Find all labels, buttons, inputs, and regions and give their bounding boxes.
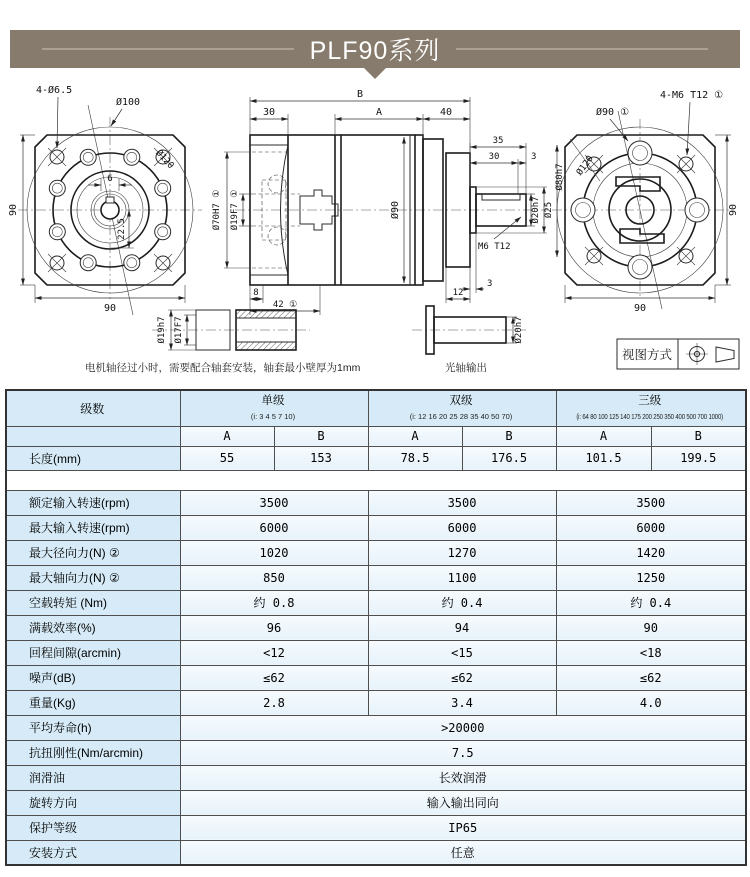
ab-cell: A [368, 426, 462, 446]
spec-value-cell: 输入输出同向 [180, 790, 746, 815]
title-pointer [364, 68, 386, 79]
title-rule-right [456, 48, 708, 50]
view-method-box [617, 339, 739, 369]
view-method-label: 视图方式 [621, 348, 673, 362]
spec-row [6, 815, 746, 840]
spec-value-cell: 1420 [556, 540, 746, 565]
ab-cell: B [651, 426, 746, 446]
spec-label-cell: 额定输入转速(rpm) [6, 490, 180, 515]
dim-label: 8 [253, 288, 259, 298]
dim-label: 90 [8, 203, 19, 217]
spec-row [6, 790, 746, 815]
spec-row [6, 490, 746, 515]
spec-label-cell: 润滑油 [6, 765, 180, 790]
spec-row [6, 740, 746, 765]
dim-label: 90 [633, 303, 647, 314]
sleeve-note: 电机轴径过小时，需要配合轴套安装，轴套最小壁厚为1mm [85, 362, 361, 374]
dim-label: Ø90 [390, 200, 401, 220]
dim-label: 40 [439, 107, 453, 118]
stage-header-cell: 级数 [6, 390, 180, 426]
dim-label: Ø100 [116, 97, 141, 108]
spec-row [6, 665, 746, 690]
group-name: 双级 [449, 394, 473, 407]
cone-projection-icon [716, 347, 734, 362]
dim-label: 3 [531, 152, 537, 162]
spec-value-cell: 1100 [368, 565, 556, 590]
spec-value-cell: 90 [556, 615, 746, 640]
spec-value-cell: 4.0 [556, 690, 746, 715]
series-title-bar [10, 30, 740, 68]
spec-value-cell: <18 [556, 640, 746, 665]
technical-drawing [0, 81, 750, 383]
dim-label: 4-Ø6.5 [36, 85, 73, 96]
spec-value-cell: 3.4 [368, 690, 556, 715]
spec-value-cell: 3500 [180, 490, 368, 515]
spec-label-cell: 最大径向力(N) ② [6, 540, 180, 565]
spec-value-cell: 153 [274, 446, 368, 470]
ab-cell: B [462, 426, 556, 446]
dim-label: 90 [728, 203, 739, 217]
side-view [211, 89, 554, 315]
spec-value-cell: 6000 [368, 515, 556, 540]
sleeve-detail [85, 310, 361, 374]
group-header-single [180, 390, 368, 426]
dim-label: 30 [488, 152, 500, 162]
spec-label-cell: 满载效率(%) [6, 615, 180, 640]
dim-label: Ø25 [544, 201, 554, 219]
ab-header-row [6, 426, 746, 446]
spec-label-cell: 最大轴向力(N) ② [6, 565, 180, 590]
spec-value-cell: 3500 [368, 490, 556, 515]
group-header-triple [556, 390, 746, 426]
ab-cell: A [556, 426, 651, 446]
dim-label: Ø80h7 [555, 163, 565, 191]
dim-label: Ø20h7 [514, 316, 524, 344]
spec-row [6, 515, 746, 540]
shaft-detail [412, 306, 526, 374]
spec-table [5, 389, 747, 866]
dim-label: 6 [107, 174, 113, 184]
spec-label-cell: 回程间隙(arcmin) [6, 640, 180, 665]
spec-label-cell: 噪声(dB) [6, 665, 180, 690]
spec-value-cell: 约 0.4 [556, 590, 746, 615]
dim-label: Ø19h7 [157, 316, 167, 344]
front-view [8, 84, 202, 315]
spec-value-cell: 3500 [556, 490, 746, 515]
spec-row [6, 615, 746, 640]
ab-cell: A [180, 426, 274, 446]
dim-label: 22.5 [117, 218, 127, 240]
dim-label: 30 [262, 107, 276, 118]
spec-value-cell: 长效润滑 [180, 765, 746, 790]
spec-value-cell: 199.5 [651, 446, 746, 470]
spec-label-cell: 最大输入转速(rpm) [6, 515, 180, 540]
spec-value-cell: ≤62 [368, 665, 556, 690]
spec-value-cell: 6000 [180, 515, 368, 540]
group-ratios: (i: 12 16 20 25 28 35 40 50 70) [409, 411, 513, 421]
spec-value-cell: 176.5 [462, 446, 556, 470]
spec-value-cell: <15 [368, 640, 556, 665]
spacer-cell [6, 470, 746, 490]
group-ratios: (i: 64 80 100 125 140 175 200 250 350 400 500 700 1000) [576, 411, 724, 421]
spec-row [6, 840, 746, 865]
dim-label: 12 [452, 288, 464, 298]
spec-value-cell: 94 [368, 615, 556, 640]
table-header-row [6, 390, 746, 426]
spacer-row [6, 470, 746, 490]
spec-label-cell: 重量(Kg) [6, 690, 180, 715]
spec-value-cell: 1020 [180, 540, 368, 565]
spec-value-cell: 850 [180, 565, 368, 590]
spec-value-cell: 2.8 [180, 690, 368, 715]
first-angle-projection-icon [686, 343, 708, 365]
spec-row [6, 640, 746, 665]
spec-value-cell: 约 0.4 [368, 590, 556, 615]
dim-label: A [375, 107, 383, 118]
spec-row [6, 765, 746, 790]
page-title: PLF90系列 [309, 37, 441, 65]
spec-value-cell: ≤62 [180, 665, 368, 690]
spec-value-cell: IP65 [180, 815, 746, 840]
dim-label: 3 [487, 279, 493, 289]
spec-label-cell: 平均寿命(h) [6, 715, 180, 740]
spec-value-cell: 7.5 [180, 740, 746, 765]
spec-value-cell: 1270 [368, 540, 556, 565]
spec-row [6, 715, 746, 740]
dim-label: M6 T12 [478, 242, 511, 252]
length-row [6, 446, 746, 470]
spec-value-cell: 约 0.8 [180, 590, 368, 615]
dim-label: 4-M6 T12 ① [660, 90, 724, 101]
dim-label: Ø90 ① [596, 107, 630, 118]
rear-view [552, 90, 739, 314]
spec-label-cell: 旋转方向 [6, 790, 180, 815]
title-rule-left [42, 48, 294, 50]
dim-label: Ø120 [574, 154, 596, 178]
spec-label-cell: 长度(mm) [6, 446, 180, 470]
spec-value-cell: 96 [180, 615, 368, 640]
group-ratios: (i: 3 4 5 7 10) [250, 411, 296, 421]
spec-value-cell: <12 [180, 640, 368, 665]
spec-row [6, 565, 746, 590]
spec-label-cell: 抗扭刚性(Nm/arcmin) [6, 740, 180, 765]
spec-value-cell: >20000 [180, 715, 746, 740]
dim-label: Ø120 [153, 148, 176, 172]
dim-label: Ø20h7 [531, 196, 541, 224]
spec-row [6, 590, 746, 615]
dim-label: Ø70H7 ① [212, 189, 222, 231]
spec-value-cell: 78.5 [368, 446, 462, 470]
spec-row [6, 690, 746, 715]
spec-row [6, 540, 746, 565]
spec-value-cell: 101.5 [556, 446, 651, 470]
spec-label-cell: 保护等级 [6, 815, 180, 840]
empty-cell [6, 426, 180, 446]
dim-label: B [356, 89, 364, 100]
spec-value-cell: 6000 [556, 515, 746, 540]
dim-label: 90 [103, 303, 117, 314]
spec-value-cell: 1250 [556, 565, 746, 590]
spec-value-cell: ≤62 [556, 665, 746, 690]
spec-label-cell: 安装方式 [6, 840, 180, 865]
group-name: 单级 [261, 394, 285, 407]
dim-label: Ø19F7 ① [230, 189, 240, 231]
spec-value-cell: 任意 [180, 840, 746, 865]
ab-cell: B [274, 426, 368, 446]
group-name: 三级 [638, 394, 662, 407]
dim-label: Ø17F7 [174, 316, 184, 344]
shaft-note: 光轴输出 [445, 362, 487, 374]
spec-value-cell: 55 [180, 446, 274, 470]
dim-label: 42 ① [272, 300, 298, 310]
group-header-double [368, 390, 556, 426]
dim-label: 35 [492, 136, 504, 146]
spec-label-cell: 空载转矩 (Nm) [6, 590, 180, 615]
